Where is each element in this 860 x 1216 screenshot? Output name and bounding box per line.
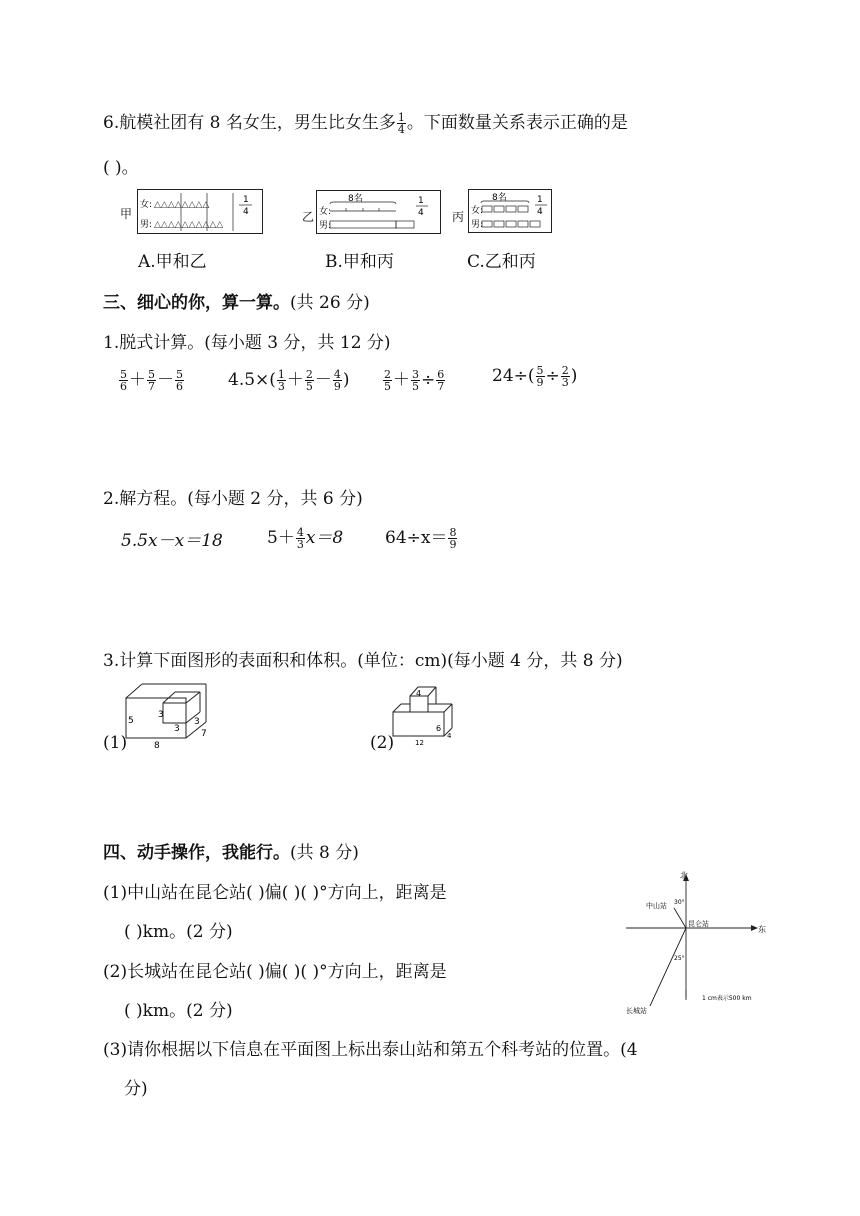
angle-30: 30° [674,899,685,906]
calc-expr-3: $\frac{2}{5}$ ＋ $\frac{3}{5}$ ÷ $\frac{6}{7}$ [384,368,445,393]
equation-2: 5＋ $\frac{4}{3}$ x＝8 [267,526,344,551]
dim-12: 12 [415,739,424,747]
option-a[interactable]: A.甲和乙 [138,252,207,272]
s4-q3-line2: 分) [124,1079,148,1099]
calc-expr-4: 24÷( $\frac{5}{9}$ ÷ $\frac{2}{3}$ ) [492,364,578,389]
diagram-yi-tag: 乙 [302,210,315,224]
q6-answer-blank: ( )。 [103,158,139,178]
dim-3-b: 3 [174,724,180,734]
boy-label: 男: [319,221,332,231]
frac-n: 1 [537,195,543,205]
s4-q1-line2: ( )km。(2 分) [124,922,233,942]
frac-d: 4 [537,207,543,217]
girl-label: 女: [319,207,332,217]
zhongshan-label: 中山站 [646,902,667,910]
diagram-bing [468,189,552,233]
dim-8: 8 [154,741,160,750]
frac-n: 1 [243,195,249,205]
dim-3-a: 3 [158,710,164,720]
p1-title: 1.脱式计算。(每小题 3 分，共 12 分) [103,333,391,353]
s4-q2-line2: ( )km。(2 分) [124,1001,233,1021]
option-c[interactable]: C.乙和丙 [467,252,536,272]
frac-n: 1 [418,196,424,206]
s4-q3-line1: (3)请你根据以下信息在平面图上标出泰山站和第五个科考站的位置。(4 [103,1040,638,1060]
direction-map [622,868,767,1016]
changcheng-label: 长城站 [626,1007,647,1015]
s4-q2-line1: (2)长城站在昆仑站( )偏( )( )°方向上，距离是 [103,962,447,982]
p3-title: 3.计算下面图形的表面积和体积。(单位：cm)(每小题 4 分，共 8 分) [103,651,623,671]
calc-expr-1: $\frac{5}{6}$ ＋ $\frac{5}{7}$ － $\frac{5}{6}$ [120,368,183,393]
fraction: $\frac{1}{4}$ [397,111,405,136]
diagram-jia-tag: 甲 [120,207,133,221]
diagram-yi [316,190,441,234]
section4-heading: 四、动手操作，我能行。(共 8 分) [103,843,359,863]
dim-5: 5 [128,716,134,726]
girl-label: 女: [140,200,153,210]
dim-7: 7 [201,729,207,739]
p2-title: 2.解方程。(每小题 2 分，共 6 分) [103,489,363,509]
dim-6: 6 [436,724,442,733]
option-b[interactable]: B.甲和丙 [325,252,394,272]
diagram-jia [137,189,263,234]
kunlun-label: 昆仑站 [688,920,709,928]
q6-stem: 6.航模社团有 8 名女生，男生比女生多 $\frac{1}{4}$ 。下面数量关系表示正确的是 [103,111,628,136]
dim-4-b: 4 [447,732,452,740]
s4-q1-line1: (1)中山站在昆仑站( )偏( )( )°方向上，距离是 [103,883,447,903]
equation-3: 64÷x＝ $\frac{8}{9}$ [385,526,457,551]
scale-label: 1 cm表示500 km [702,995,752,1002]
figure-1 [118,678,218,750]
boy-label: 男: [471,220,484,230]
boy-triangles: △△△△△△△△△△ [154,220,224,230]
count-label: 8名 [348,194,363,204]
boy-label: 男: [140,220,153,230]
north-label: 北 [680,871,688,880]
fig1-label: (1) [103,733,128,753]
frac-d: 4 [418,208,424,218]
angle-25: 25° [674,955,685,962]
section3-heading: 三、细心的你，算一算。(共 26 分) [103,293,370,313]
fig2-label: (2) [370,733,395,753]
diagram-bing-tag: 丙 [452,210,465,224]
girl-triangles: △△△△△△△△ [154,200,210,210]
equation-1: 5.5x－x＝18 [121,531,223,551]
dim-4: 4 [416,689,422,698]
frac-d: 4 [243,207,249,217]
figure-2 [388,682,458,748]
dim-3-c: 3 [194,717,200,727]
girl-label: 女: [471,206,484,216]
east-label: 东 [758,925,766,934]
calc-expr-2: 4.5×( $\frac{1}{3}$ ＋ $\frac{2}{5}$ － $\frac{4}{9}$ ) [228,368,350,393]
count-label: 8名 [492,193,507,203]
